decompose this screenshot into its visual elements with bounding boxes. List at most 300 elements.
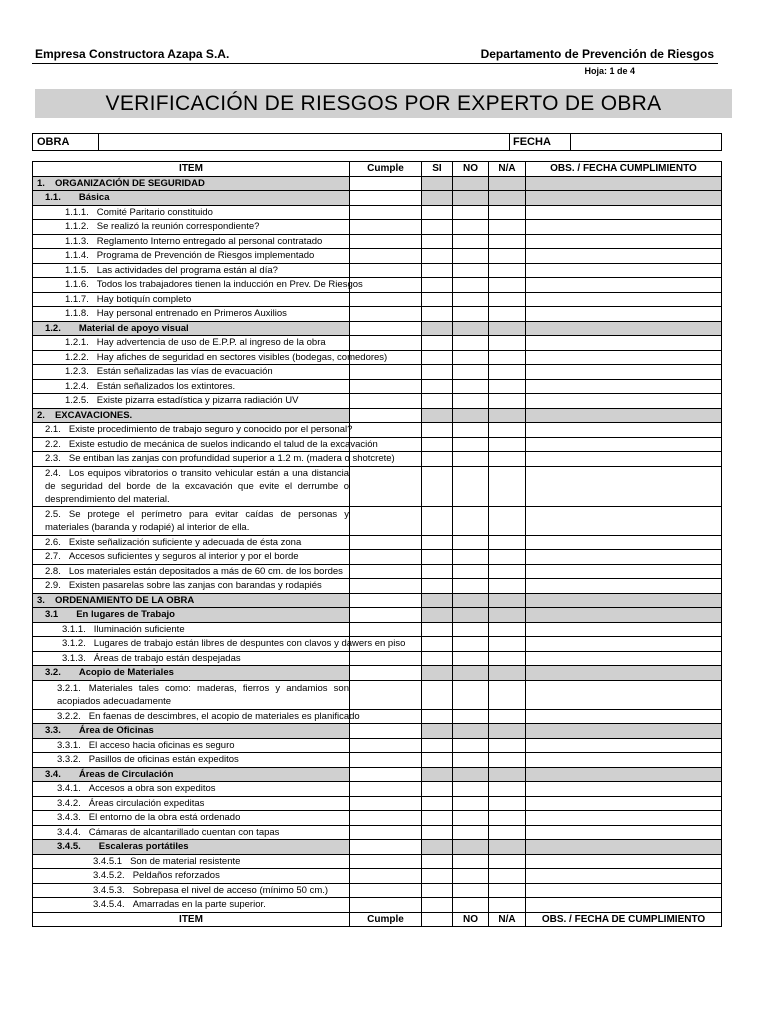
na-cell[interactable] <box>489 709 526 724</box>
si-cell[interactable] <box>422 753 453 768</box>
no-cell[interactable] <box>453 191 489 206</box>
no-cell[interactable] <box>453 379 489 394</box>
obs-cell[interactable] <box>526 767 722 782</box>
item-text: Áreas de Circulación <box>78 768 174 780</box>
obs-cell[interactable] <box>526 535 722 550</box>
item-number: 2.5. <box>45 508 61 520</box>
obs-cell[interactable] <box>526 506 722 535</box>
si-cell[interactable] <box>422 811 453 826</box>
column-header-row-cell: SI <box>422 162 453 177</box>
cumple-cell[interactable] <box>350 811 422 826</box>
cumple-cell[interactable] <box>350 379 422 394</box>
table-row <box>33 263 722 278</box>
section-row <box>33 408 722 423</box>
item-text: Amarradas en la parte superior. <box>132 899 266 910</box>
na-cell[interactable] <box>489 883 526 898</box>
no-cell[interactable] <box>453 796 489 811</box>
item-number: 2.6. <box>45 536 61 548</box>
obs-cell[interactable] <box>526 336 722 351</box>
no-cell[interactable] <box>453 883 489 898</box>
cumple-cell[interactable] <box>350 796 422 811</box>
cumple-cell[interactable] <box>350 292 422 307</box>
na-cell[interactable] <box>489 506 526 535</box>
cumple-cell[interactable] <box>350 709 422 724</box>
si-cell[interactable] <box>422 593 453 608</box>
no-cell[interactable] <box>453 622 489 637</box>
cumple-cell[interactable] <box>350 883 422 898</box>
obs-cell[interactable] <box>526 608 722 623</box>
na-cell[interactable] <box>489 365 526 380</box>
cumple-cell[interactable] <box>350 506 422 535</box>
obs-cell[interactable] <box>526 666 722 681</box>
na-cell[interactable] <box>489 466 526 506</box>
obs-cell[interactable] <box>526 709 722 724</box>
na-cell[interactable] <box>489 278 526 293</box>
na-cell[interactable] <box>489 263 526 278</box>
sheet-number: Hoja: 1 de 4 <box>584 66 635 76</box>
na-cell[interactable] <box>489 292 526 307</box>
no-cell[interactable] <box>453 767 489 782</box>
si-cell[interactable] <box>422 796 453 811</box>
obs-cell[interactable] <box>526 724 722 739</box>
si-cell[interactable] <box>422 437 453 452</box>
si-cell[interactable] <box>422 883 453 898</box>
na-cell[interactable] <box>489 191 526 206</box>
na-cell[interactable] <box>489 205 526 220</box>
item-number: 3.3.1. <box>57 739 81 751</box>
no-cell[interactable] <box>453 535 489 550</box>
obs-cell[interactable] <box>526 437 722 452</box>
obs-cell[interactable] <box>526 350 722 365</box>
si-cell[interactable] <box>422 292 453 307</box>
item-text: En faenas de descimbres, el acopio de materiales es planificado <box>88 710 360 722</box>
cumple-cell[interactable] <box>350 608 422 623</box>
item-number: 2.4. <box>45 467 61 479</box>
na-cell[interactable] <box>489 550 526 565</box>
na-cell[interactable] <box>489 336 526 351</box>
subsection-row <box>33 321 722 336</box>
no-cell[interactable] <box>453 307 489 322</box>
si-cell[interactable] <box>422 869 453 884</box>
si-cell[interactable] <box>422 825 453 840</box>
column-footer-row-cell: ITEM <box>33 912 350 927</box>
na-cell[interactable] <box>489 579 526 594</box>
obs-cell[interactable] <box>526 379 722 394</box>
si-cell[interactable] <box>422 738 453 753</box>
no-cell[interactable] <box>453 365 489 380</box>
na-cell[interactable] <box>489 666 526 681</box>
item-number: 2.7. <box>45 551 61 562</box>
no-cell[interactable] <box>453 394 489 409</box>
cumple-cell[interactable] <box>350 535 422 550</box>
na-cell[interactable] <box>489 423 526 438</box>
si-cell[interactable] <box>422 220 453 235</box>
item-number: 3.4.5. <box>57 841 81 852</box>
cumple-cell[interactable] <box>350 593 422 608</box>
item-number: 3.4. <box>45 768 61 780</box>
item-text: Existe estudio de mecánica de suelos indicando el talud de la excavación <box>68 438 378 450</box>
item-cell <box>33 234 350 249</box>
na-cell[interactable] <box>489 898 526 913</box>
obs-cell[interactable] <box>526 825 722 840</box>
obs-cell[interactable] <box>526 249 722 264</box>
na-cell[interactable] <box>489 437 526 452</box>
cumple-cell[interactable] <box>350 724 422 739</box>
item-text: Existe procedimiento de trabajo seguro y conocido por el personal? <box>68 424 353 435</box>
si-cell[interactable] <box>422 350 453 365</box>
cumple-cell[interactable] <box>350 408 422 423</box>
si-cell[interactable] <box>422 666 453 681</box>
si-cell[interactable] <box>422 898 453 913</box>
obs-cell[interactable] <box>526 840 722 855</box>
na-cell[interactable] <box>489 234 526 249</box>
na-cell[interactable] <box>489 840 526 855</box>
si-cell[interactable] <box>422 394 453 409</box>
item-number: 1.1.5. <box>65 264 89 276</box>
no-cell[interactable] <box>453 550 489 565</box>
obs-cell[interactable] <box>526 408 722 423</box>
item-text: Son de material resistente <box>130 855 241 867</box>
no-cell[interactable] <box>453 840 489 855</box>
obs-cell[interactable] <box>526 234 722 249</box>
no-cell[interactable] <box>453 336 489 351</box>
no-cell[interactable] <box>453 898 489 913</box>
item-cell <box>33 767 350 782</box>
na-cell[interactable] <box>489 869 526 884</box>
cumple-cell[interactable] <box>350 622 422 637</box>
obs-cell[interactable] <box>526 292 722 307</box>
obs-cell[interactable] <box>526 205 722 220</box>
cumple-cell[interactable] <box>350 191 422 206</box>
checklist-table <box>32 161 722 927</box>
item-cell <box>33 506 350 535</box>
si-cell[interactable] <box>422 336 453 351</box>
obs-cell[interactable] <box>526 579 722 594</box>
cumple-cell[interactable] <box>350 854 422 869</box>
item-cell <box>33 608 350 623</box>
no-cell[interactable] <box>453 437 489 452</box>
si-cell[interactable] <box>422 379 453 394</box>
fecha-field[interactable] <box>571 134 721 150</box>
cumple-cell[interactable] <box>350 651 422 666</box>
si-cell[interactable] <box>422 176 453 191</box>
item-cell <box>33 854 350 869</box>
obs-cell[interactable] <box>526 466 722 506</box>
obs-cell[interactable] <box>526 869 722 884</box>
si-cell[interactable] <box>422 408 453 423</box>
no-cell[interactable] <box>453 564 489 579</box>
si-cell[interactable] <box>422 724 453 739</box>
no-cell[interactable] <box>453 854 489 869</box>
no-cell[interactable] <box>453 869 489 884</box>
si-cell[interactable] <box>422 550 453 565</box>
obs-cell[interactable] <box>526 811 722 826</box>
si-cell[interactable] <box>422 466 453 506</box>
item-text: El entorno de la obra está ordenado <box>88 812 241 823</box>
no-cell[interactable] <box>453 263 489 278</box>
na-cell[interactable] <box>489 321 526 336</box>
no-cell[interactable] <box>453 782 489 797</box>
na-cell[interactable] <box>489 680 526 709</box>
si-cell[interactable] <box>422 263 453 278</box>
na-cell[interactable] <box>489 637 526 652</box>
item-text: Hay advertencia de uso de E.P.P. al ingreso de la obra <box>96 337 326 348</box>
si-cell[interactable] <box>422 709 453 724</box>
no-cell[interactable] <box>453 278 489 293</box>
na-cell[interactable] <box>489 408 526 423</box>
no-cell[interactable] <box>453 350 489 365</box>
obs-cell[interactable] <box>526 452 722 467</box>
obs-cell[interactable] <box>526 651 722 666</box>
obs-cell[interactable] <box>526 191 722 206</box>
subsection-row <box>33 608 722 623</box>
cumple-cell[interactable] <box>350 898 422 913</box>
na-cell[interactable] <box>489 394 526 409</box>
obs-cell[interactable] <box>526 423 722 438</box>
si-cell[interactable] <box>422 622 453 637</box>
obs-cell[interactable] <box>526 883 722 898</box>
obs-cell[interactable] <box>526 796 722 811</box>
no-cell[interactable] <box>453 234 489 249</box>
cumple-cell[interactable] <box>350 680 422 709</box>
item-number: 3.2.2. <box>57 710 81 722</box>
cumple-cell[interactable] <box>350 234 422 249</box>
na-cell[interactable] <box>489 782 526 797</box>
si-cell[interactable] <box>422 637 453 652</box>
si-cell[interactable] <box>422 564 453 579</box>
item-number: 3.1.1. <box>62 623 86 635</box>
obs-cell[interactable] <box>526 307 722 322</box>
na-cell[interactable] <box>489 564 526 579</box>
obs-cell[interactable] <box>526 365 722 380</box>
na-cell[interactable] <box>489 738 526 753</box>
column-header-row-cell: NO <box>453 162 489 177</box>
cumple-cell[interactable] <box>350 550 422 565</box>
na-cell[interactable] <box>489 753 526 768</box>
item-text: ORGANIZACIÓN DE SEGURIDAD <box>54 177 205 189</box>
si-cell[interactable] <box>422 651 453 666</box>
no-cell[interactable] <box>453 753 489 768</box>
item-cell <box>33 423 353 438</box>
item-cell <box>33 321 350 336</box>
cumple-cell[interactable] <box>350 767 422 782</box>
header-divider <box>32 63 718 64</box>
na-cell[interactable] <box>489 452 526 467</box>
no-cell[interactable] <box>453 408 489 423</box>
no-cell[interactable] <box>453 651 489 666</box>
column-header-row-cell: N/A <box>489 162 526 177</box>
obs-cell[interactable] <box>526 564 722 579</box>
si-cell[interactable] <box>422 234 453 249</box>
no-cell[interactable] <box>453 205 489 220</box>
si-cell[interactable] <box>422 506 453 535</box>
obs-cell[interactable] <box>526 753 722 768</box>
no-cell[interactable] <box>453 680 489 709</box>
si-cell[interactable] <box>422 423 453 438</box>
no-cell[interactable] <box>453 452 489 467</box>
si-cell[interactable] <box>422 249 453 264</box>
obs-cell[interactable] <box>526 176 722 191</box>
na-cell[interactable] <box>489 811 526 826</box>
cumple-cell[interactable] <box>350 307 422 322</box>
si-cell[interactable] <box>422 321 453 336</box>
item-number: 3.4.5.4. <box>93 899 125 910</box>
item-text: Hay botiquín completo <box>96 293 192 305</box>
na-cell[interactable] <box>489 307 526 322</box>
item-cell <box>33 437 378 452</box>
na-cell[interactable] <box>489 176 526 191</box>
item-number: 3.4.5.3. <box>93 884 125 896</box>
subsection-row <box>33 191 722 206</box>
cumple-cell[interactable] <box>350 220 422 235</box>
item-text: Acopio de Materiales <box>78 667 174 678</box>
si-cell[interactable] <box>422 767 453 782</box>
obs-cell[interactable] <box>526 898 722 913</box>
no-cell[interactable] <box>453 738 489 753</box>
na-cell[interactable] <box>489 608 526 623</box>
si-cell[interactable] <box>422 854 453 869</box>
cumple-cell[interactable] <box>350 365 422 380</box>
item-text: Se protege el perímetro para evitar caídas de personas y materiales (baranda y rodapié) al interior de ella. <box>45 508 349 533</box>
obs-cell[interactable] <box>526 278 722 293</box>
no-cell[interactable] <box>453 292 489 307</box>
obs-cell[interactable] <box>526 263 722 278</box>
na-cell[interactable] <box>489 854 526 869</box>
table-row <box>33 709 722 724</box>
obs-cell[interactable] <box>526 738 722 753</box>
na-cell[interactable] <box>489 825 526 840</box>
cumple-cell[interactable] <box>350 336 422 351</box>
table-row <box>33 205 722 220</box>
no-cell[interactable] <box>453 506 489 535</box>
no-cell[interactable] <box>453 811 489 826</box>
cumple-cell[interactable] <box>350 840 422 855</box>
item-number: 3.1 <box>45 609 59 620</box>
si-cell[interactable] <box>422 680 453 709</box>
item-number: 1.1.4. <box>65 250 89 261</box>
cumple-cell[interactable] <box>350 205 422 220</box>
cumple-cell[interactable] <box>350 466 422 506</box>
table-row <box>33 535 722 550</box>
cumple-cell[interactable] <box>350 394 422 409</box>
no-cell[interactable] <box>453 423 489 438</box>
no-cell[interactable] <box>453 637 489 652</box>
si-cell[interactable] <box>422 535 453 550</box>
item-text: Accesos a obra son expeditos <box>88 783 216 794</box>
obs-cell[interactable] <box>526 782 722 797</box>
cumple-cell[interactable] <box>350 666 422 681</box>
item-text: Los equipos vibratorios o transito vehicular están a una distancia de seguridad del borde de la excavación que evite el derrumbe o desprendimiento del material. <box>45 467 349 505</box>
cumple-cell[interactable] <box>350 753 422 768</box>
na-cell[interactable] <box>489 249 526 264</box>
obs-cell[interactable] <box>526 394 722 409</box>
no-cell[interactable] <box>453 666 489 681</box>
cumple-cell[interactable] <box>350 423 422 438</box>
na-cell[interactable] <box>489 796 526 811</box>
cumple-cell[interactable] <box>350 738 422 753</box>
na-cell[interactable] <box>489 593 526 608</box>
table-row <box>33 869 722 884</box>
cumple-cell[interactable] <box>350 825 422 840</box>
cumple-cell[interactable] <box>350 176 422 191</box>
no-cell[interactable] <box>453 321 489 336</box>
no-cell[interactable] <box>453 709 489 724</box>
table-row <box>33 423 722 438</box>
si-cell[interactable] <box>422 452 453 467</box>
no-cell[interactable] <box>453 608 489 623</box>
no-cell[interactable] <box>453 724 489 739</box>
cumple-cell[interactable] <box>350 564 422 579</box>
si-cell[interactable] <box>422 205 453 220</box>
table-row <box>33 394 722 409</box>
obs-cell[interactable] <box>526 854 722 869</box>
item-number: 1.2.1. <box>65 337 89 348</box>
no-cell[interactable] <box>453 579 489 594</box>
na-cell[interactable] <box>489 767 526 782</box>
obs-cell[interactable] <box>526 550 722 565</box>
checklist-table-wrapper <box>32 161 721 927</box>
na-cell[interactable] <box>489 379 526 394</box>
si-cell[interactable] <box>422 782 453 797</box>
item-cell <box>33 292 350 307</box>
na-cell[interactable] <box>489 350 526 365</box>
no-cell[interactable] <box>453 220 489 235</box>
item-cell <box>33 535 350 550</box>
obs-cell[interactable] <box>526 321 722 336</box>
obs-cell[interactable] <box>526 680 722 709</box>
no-cell[interactable] <box>453 593 489 608</box>
obs-cell[interactable] <box>526 637 722 652</box>
no-cell[interactable] <box>453 466 489 506</box>
obs-cell[interactable] <box>526 220 722 235</box>
item-number: 1.1. <box>45 192 61 203</box>
table-row <box>33 437 722 452</box>
si-cell[interactable] <box>422 278 453 293</box>
table-row <box>33 365 722 380</box>
obs-cell[interactable] <box>526 622 722 637</box>
si-cell[interactable] <box>422 840 453 855</box>
item-cell <box>33 666 350 681</box>
si-cell[interactable] <box>422 191 453 206</box>
item-number: 2.9. <box>45 580 61 591</box>
si-cell[interactable] <box>422 307 453 322</box>
column-header-row <box>33 162 722 177</box>
na-cell[interactable] <box>489 535 526 550</box>
cumple-cell[interactable] <box>350 869 422 884</box>
no-cell[interactable] <box>453 825 489 840</box>
na-cell[interactable] <box>489 622 526 637</box>
cumple-cell[interactable] <box>350 321 422 336</box>
si-cell[interactable] <box>422 365 453 380</box>
obs-cell[interactable] <box>526 593 722 608</box>
cumple-cell[interactable] <box>350 263 422 278</box>
obra-field[interactable] <box>99 134 509 150</box>
na-cell[interactable] <box>489 724 526 739</box>
no-cell[interactable] <box>453 249 489 264</box>
na-cell[interactable] <box>489 220 526 235</box>
si-cell[interactable] <box>422 608 453 623</box>
cumple-cell[interactable] <box>350 782 422 797</box>
no-cell[interactable] <box>453 176 489 191</box>
na-cell[interactable] <box>489 651 526 666</box>
item-cell <box>33 220 350 235</box>
cumple-cell[interactable] <box>350 579 422 594</box>
si-cell[interactable] <box>422 579 453 594</box>
item-text: Lugares de trabajo están libres de despuntes con clavos y dawers en piso <box>93 638 406 649</box>
cumple-cell[interactable] <box>350 249 422 264</box>
table-row <box>33 466 722 506</box>
item-text: El acceso hacia oficinas es seguro <box>88 739 235 751</box>
